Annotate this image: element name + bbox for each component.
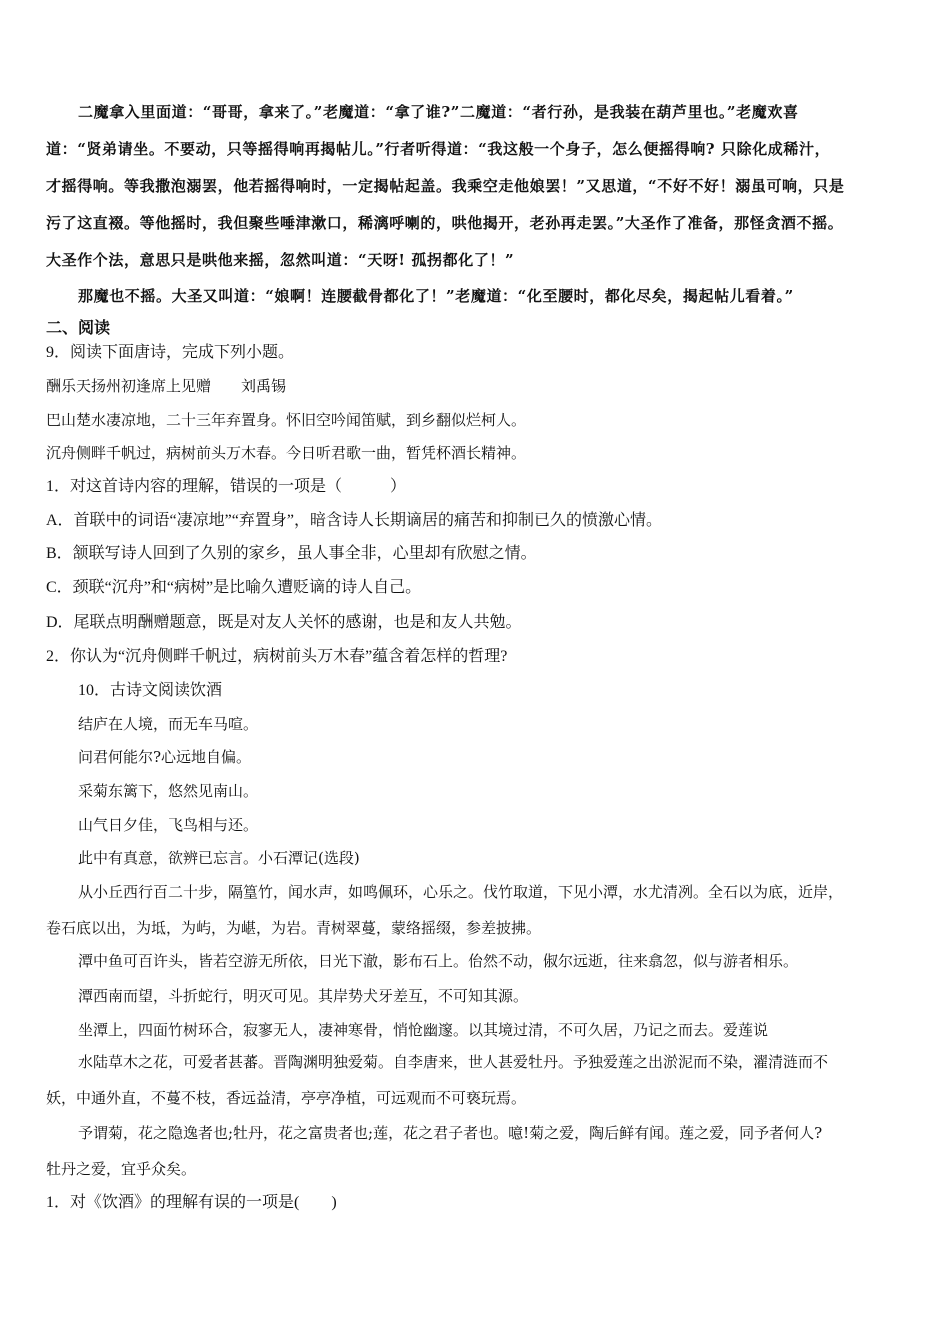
section-heading: 二、阅读 <box>46 318 111 337</box>
prose-line: 水陆草木之花，可爱者甚蕃。晋陶渊明独爱菊。自李唐来，世人甚爱牡丹。予独爱莲之出淤泥而不染，濯清涟而不 <box>78 1053 829 1071</box>
poem-line: 巴山楚水凄凉地，二十三年弃置身。怀旧空吟闻笛赋，到乡翻似烂柯人。 <box>46 411 527 429</box>
prose-line: 卷石底以出，为坻，为屿，为嵁，为岩。青树翠蔓，蒙络摇缀，参差披拂。 <box>46 919 542 937</box>
question-10-1: 1．对《饮酒》的理解有误的一项是( ) <box>46 1194 337 1211</box>
poem-line: 结庐在人境，而无车马喧。 <box>78 715 259 733</box>
poem-line: 山气日夕佳，飞鸟相与还。 <box>78 816 259 834</box>
option-d: D．尾联点明酬赠题意，既是对友人关怀的感谢，也是和友人共勉。 <box>46 614 522 631</box>
passage-line: 那魔也不摇。大圣又叫道：“娘啊！连腰截骨都化了！”老魔道：“化至腰时，都化尽矣，揭起帖儿看着。” <box>78 287 794 305</box>
prose-line: 潭西南而望，斗折蛇行，明灭可见。其岸势犬牙差互，不可知其源。 <box>78 987 529 1005</box>
poem-line: 采菊东篱下，悠然见南山。 <box>78 782 259 800</box>
passage-line: 才摇得响。等我撒泡溺罢，他若摇得响时，一定揭帖起盖。我乘空走他娘罢！”又思道，“不好不好！溺虽可响，只是 <box>46 177 845 195</box>
question-9-1: 1．对这首诗内容的理解，错误的一项是（ ） <box>46 478 407 495</box>
question-9-intro: 9．阅读下面唐诗，完成下列小题。 <box>46 344 295 361</box>
option-b: B．颔联写诗人回到了久别的家乡，虽人事全非，心里却有欣慰之情。 <box>46 545 537 562</box>
prose-line: 牡丹之爱，宜乎众矣。 <box>46 1160 197 1178</box>
prose-line: 潭中鱼可百许头，皆若空游无所依，日光下澈，影布石上。佁然不动，俶尔远逝，往来翕忽，似与游者相乐。 <box>78 952 799 970</box>
passage-line: 污了这直裰。等他摇时，我但聚些唾津漱口，稀漓呼喇的，哄他揭开，老孙再走罢。”大圣作了准备，那怪贪酒不摇。 <box>46 214 844 232</box>
prose-line: 坐潭上，四面竹树环合，寂寥无人，凄神寒骨，悄怆幽邃。以其境过清，不可久居，乃记之而去。爱莲说 <box>78 1021 769 1039</box>
prose-line: 妖，中通外直，不蔓不枝，香远益清，亭亭净植，可远观而不可亵玩焉。 <box>46 1089 527 1107</box>
question-10-intro: 10．古诗文阅读饮酒 <box>78 682 223 699</box>
passage-line: 大圣作个法，意思只是哄他来摇，忽然叫道：“天呀! 孤拐都化了！” <box>46 251 515 269</box>
option-a: A．首联中的词语“凄凉地”“弃置身”，暗含诗人长期谪居的痛苦和抑制已久的愤激心情。 <box>46 512 662 529</box>
passage-line: 道：“贤弟请坐。不要动，只等摇得响再揭帖儿。”行者听得道：“我这般一个身子，怎么便摇得响? 只除化成稀汁， <box>46 140 831 158</box>
passage-line: 二魔拿入里面道：“哥哥，拿来了。”老魔道：“拿了谁?”二魔道：“者行孙，是我装在葫芦里也。”老魔欢喜 <box>78 103 799 121</box>
poem-line: 沉舟侧畔千帆过，病树前头万木春。今日听君歌一曲，暂凭杯酒长精神。 <box>46 444 527 462</box>
option-c: C．颈联“沉舟”和“病树”是比喻久遭贬谪的诗人自己。 <box>46 579 422 596</box>
poem-line: 此中有真意，欲辨已忘言。小石潭记(选段) <box>78 849 360 867</box>
poem-title: 酬乐天扬州初逢席上见赠 刘禹锡 <box>46 377 287 395</box>
prose-line: 予谓菊，花之隐逸者也;牡丹，花之富贵者也;莲，花之君子者也。噫!菊之爱，陶后鲜有闻。莲之爱，同予者何人? <box>78 1124 823 1142</box>
poem-line: 问君何能尔?心远地自偏。 <box>78 748 252 766</box>
prose-line: 从小丘西行百二十步，隔篁竹，闻水声，如鸣佩环，心乐之。伐竹取道，下见小潭，水尤清冽。全石以为底，近岸， <box>78 883 844 901</box>
question-9-2: 2．你认为“沉舟侧畔千帆过，病树前头万木春”蕴含着怎样的哲理? <box>46 648 508 665</box>
